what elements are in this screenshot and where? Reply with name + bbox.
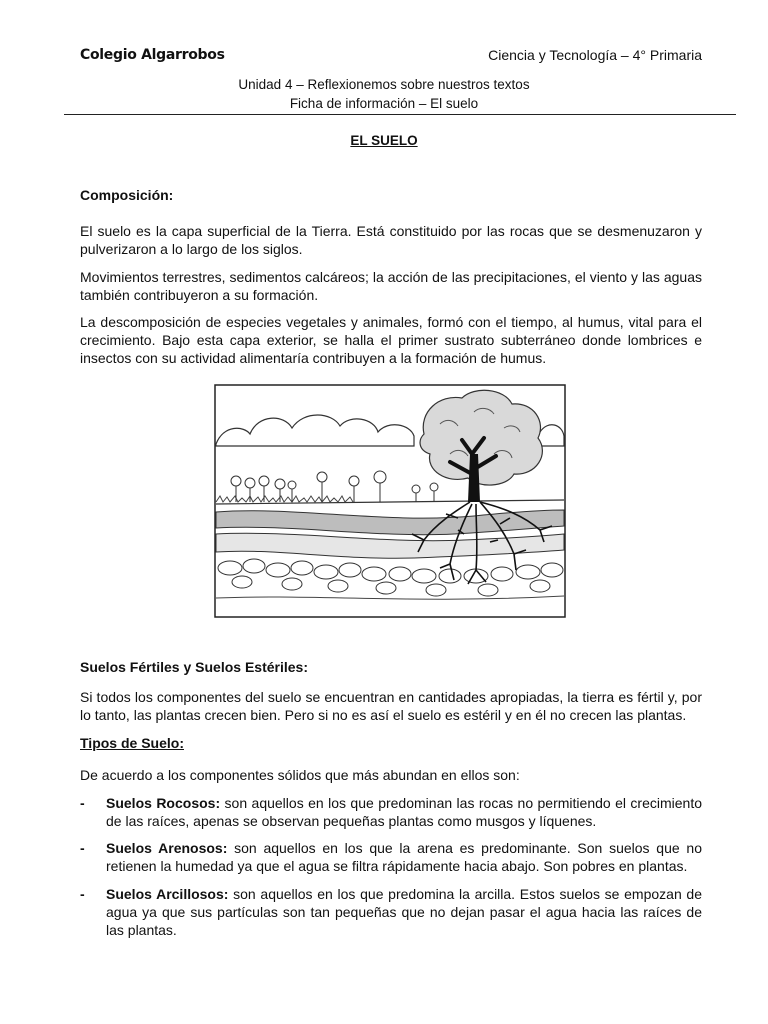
worksheet-title: Ficha de información – El suelo xyxy=(289,96,479,111)
subject-label: Ciencia y Tecnología – 4° Primaria xyxy=(488,47,702,63)
definition-rocosos: son aquellos en los que predominan las rocas no permitiendo el crecimiento de las raíces, apenas se observan pequeñas plantas como musgos y líquenes. xyxy=(106,795,702,829)
paragraph-fertiles: Si todos los componentes del suelo se encuentran en cantidades apropiadas, la tierra es fértil y, por lo tanto, las plantas crecen bien. Pero si no es así el suelo es estéril y en él no crecen las plantas. xyxy=(80,689,702,723)
unit-title: Unidad 4 – Reflexionemos sobre nuestros textos xyxy=(238,77,530,92)
paragraph-tipos-intro: De acuerdo a los componentes sólidos que más abundan en ellos son: xyxy=(80,767,520,783)
list-bullet: - xyxy=(80,886,85,902)
paragraph-2: Movimientos terrestres, sedimentos calcáreos; la acción de las precipitaciones, el viento y las aguas también contribuyeron a su formación. xyxy=(80,269,702,303)
definition-arcillosos: son aquellos en los que predomina la arcilla. Estos suelos se empozan de agua ya que sus partículas son tan pequeñas que no dejan pasar el agua hacia las raíces de las plantas. xyxy=(106,886,702,938)
paragraph-3: La descomposición de especies vegetales y animales, formó con el tiempo, al humus, vital para el crecimiento. Bajo esta capa exterior, se halla el primer sustrato subterráneo donde lombrices e insectos con su actividad alimentaría contribuyen a la formación de humus. xyxy=(80,314,702,366)
term-rocosos: Suelos Rocosos: xyxy=(106,795,221,811)
paragraph-1: El suelo es la capa superficial de la Tierra. Está constituido por las rocas que se desmenuzaron y pulverizaron a lo largo de los siglos. xyxy=(80,223,702,257)
heading-fertiles: Suelos Fértiles y Suelos Estériles: xyxy=(80,659,308,675)
soil-layers-illustration xyxy=(214,384,566,618)
term-arcillosos: Suelos Arcillosos: xyxy=(106,886,229,902)
header-divider xyxy=(64,114,736,115)
list-item xyxy=(80,794,702,830)
school-name: Colegio Algarrobos xyxy=(80,47,225,63)
definition-arenosos: son aquellos en los que la arena es predominante. Son suelos que no retienen la humedad ya que el agua se filtra rápidamente hacia abajo. Son pobres en plantas. xyxy=(106,840,702,874)
list-bullet: - xyxy=(80,795,85,811)
heading-tipos: Tipos de Suelo: xyxy=(80,735,184,751)
term-arenosos: Suelos Arenosos: xyxy=(106,840,228,856)
list-bullet: - xyxy=(80,840,85,856)
heading-composicion: Composición: xyxy=(80,187,174,203)
list-item xyxy=(80,885,702,939)
list-item xyxy=(80,839,702,875)
page-title: EL SUELO xyxy=(350,133,418,148)
